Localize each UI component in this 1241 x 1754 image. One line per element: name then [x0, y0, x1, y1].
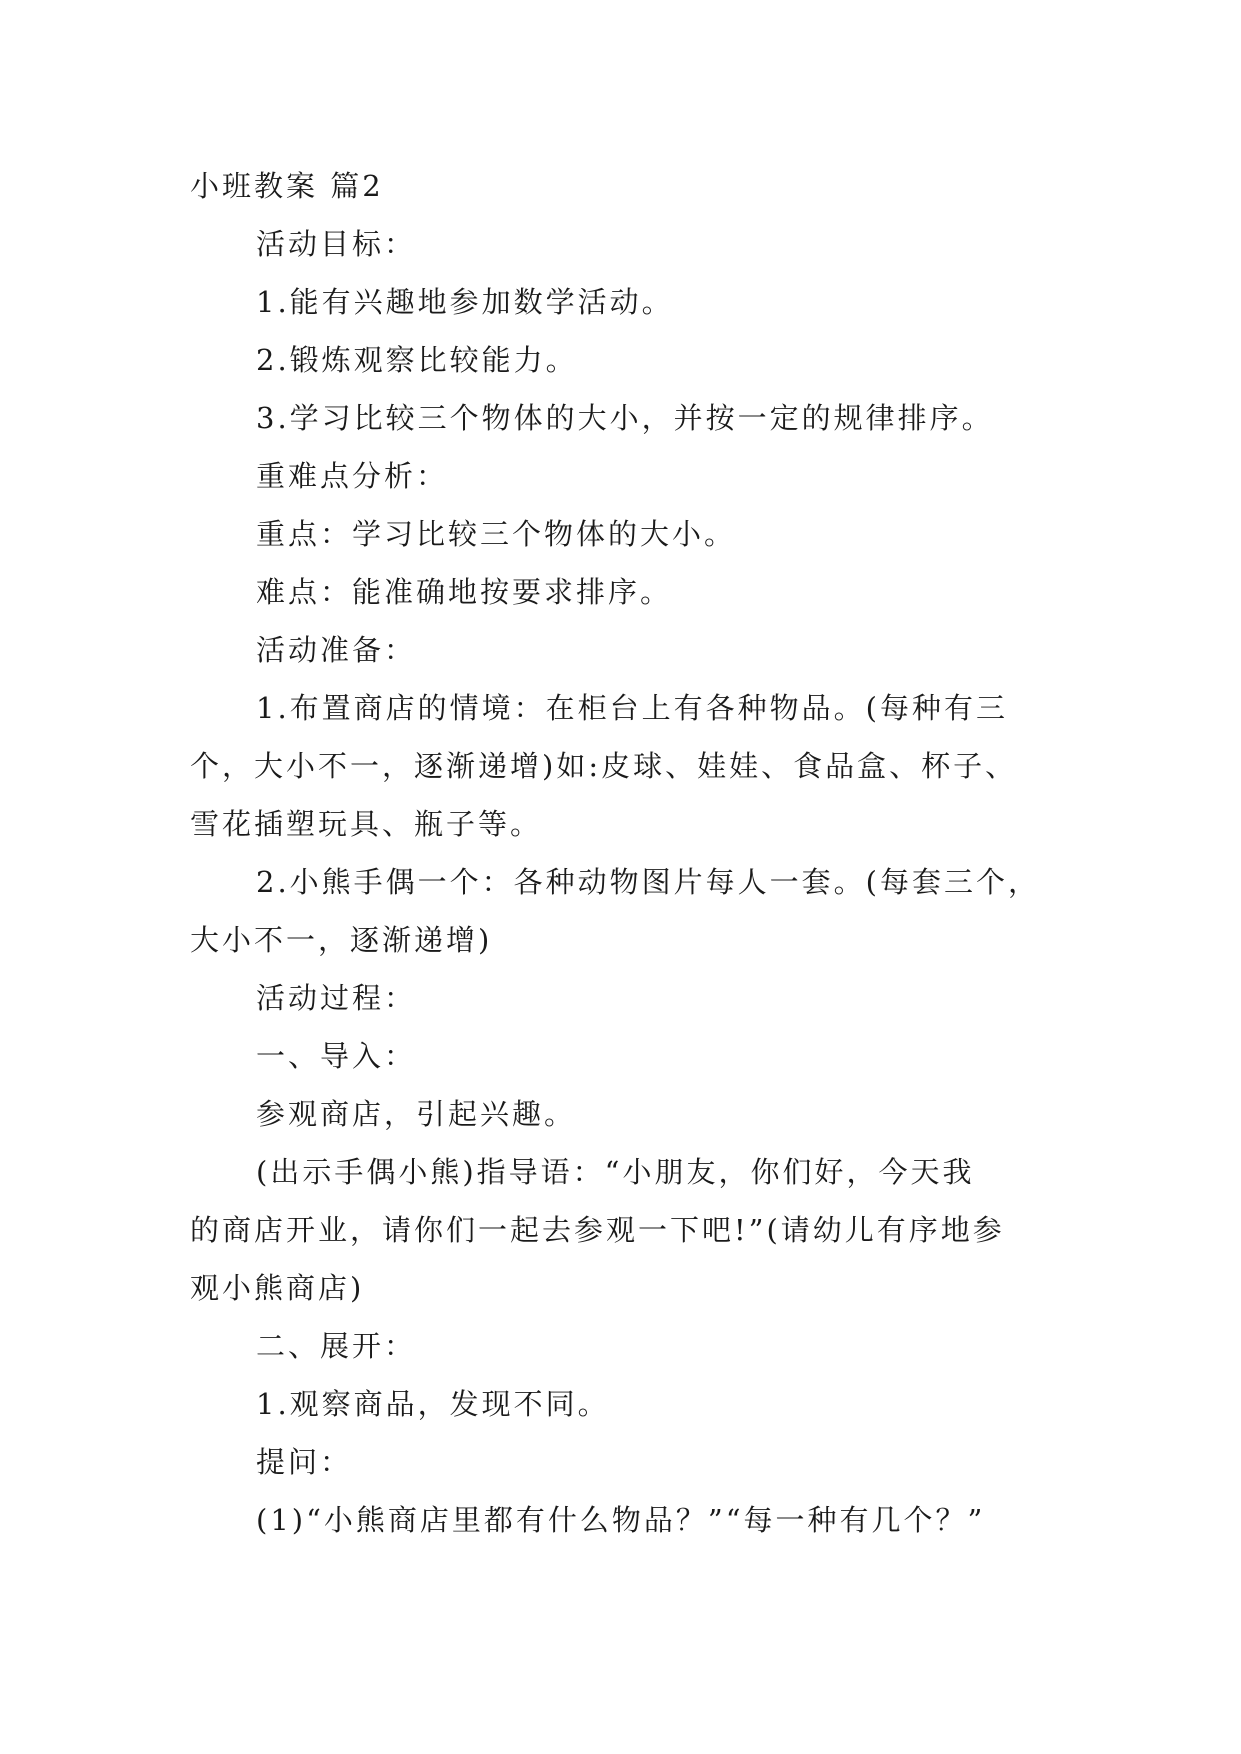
guidance-line-3: 观小熊商店): [190, 1271, 365, 1305]
preparation-item-1-line-1: 1.布置商店的情境：在柜台上有各种物品。(每种有三: [256, 691, 1008, 725]
heading-introduction: 一、导入：: [256, 1039, 417, 1073]
guidance-line-2: 的商店开业，请你们一起去参观一下吧!”(请幼儿有序地参: [190, 1213, 1005, 1247]
heading-activity-process: 活动过程：: [256, 981, 417, 1015]
goal-item-1: 1.能有兴趣地参加数学活动。: [256, 285, 674, 319]
introduction-text: 参观商店，引起兴趣。: [256, 1097, 577, 1131]
preparation-item-2-line-1: 2.小熊手偶一个：各种动物图片每人一套。(每套三个，: [256, 865, 1040, 899]
heading-activity-goals: 活动目标：: [256, 227, 417, 261]
heading-development: 二、展开：: [256, 1329, 417, 1363]
goal-item-2: 2.锻炼观察比较能力。: [256, 343, 578, 377]
guidance-line-1: (出示手偶小熊)指导语：“小朋友，你们好，今天我: [256, 1155, 975, 1189]
preparation-item-2-line-2: 大小不一，逐渐递增): [190, 923, 493, 957]
section-title: 小班教案 篇2: [190, 169, 384, 203]
difficult-point: 难点：能准确地按要求排序。: [256, 575, 673, 609]
heading-key-difficult-points: 重难点分析：: [256, 459, 449, 493]
heading-activity-preparation: 活动准备：: [256, 633, 417, 667]
goal-item-3: 3.学习比较三个物体的大小，并按一定的规律排序。: [256, 401, 994, 435]
key-point: 重点：学习比较三个物体的大小。: [256, 517, 737, 551]
preparation-item-1-line-2: 个，大小不一，逐渐递增)如:皮球、娃娃、食品盒、杯子、: [190, 749, 1018, 783]
development-item-1: 1.观察商品，发现不同。: [256, 1387, 610, 1421]
question-label: 提问：: [256, 1445, 353, 1479]
question-1: (1)“小熊商店里都有什么物品？”“每一种有几个？”: [256, 1503, 986, 1537]
preparation-item-1-line-3: 雪花插塑玩具、瓶子等。: [190, 807, 543, 841]
